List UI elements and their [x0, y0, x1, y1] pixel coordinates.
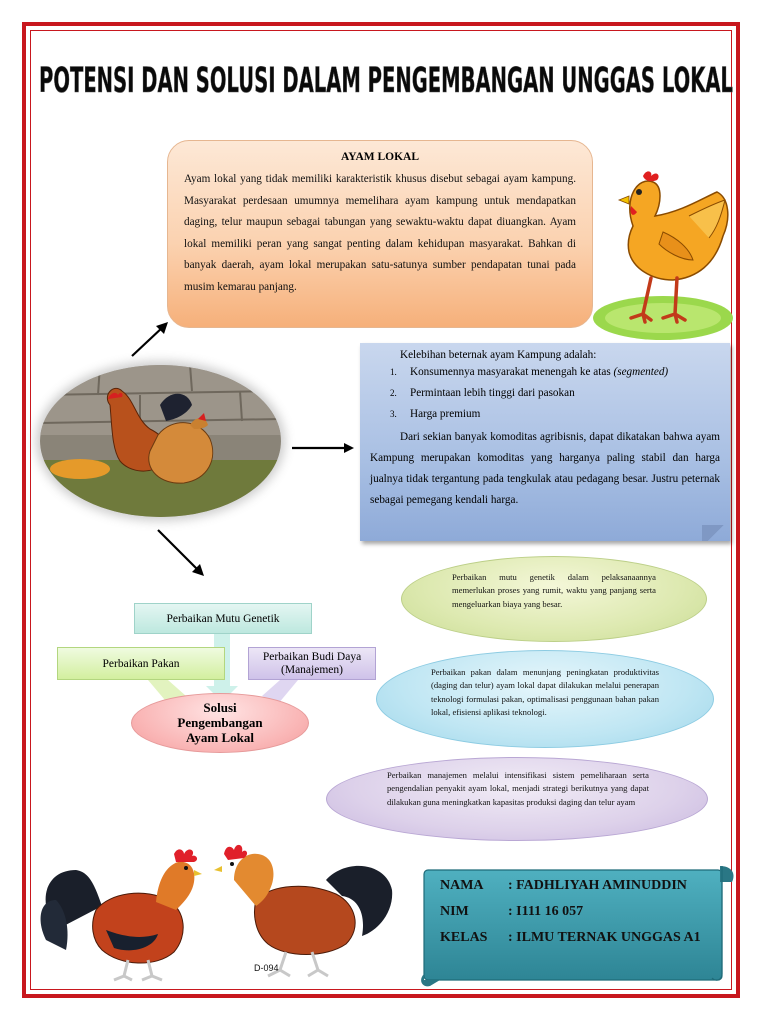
kelebihan-list: [370, 364, 720, 423]
note-pakan: Perbaikan pakan dalam menunjang peningkatan produktivitas (daging dan telur) ayam lokal dapat dilakukan melalui penerapan teknologi formulasi pakan, optimalisasi penggunaan bahan pakan lokal, efisiensi aplikasi teknologi.: [376, 650, 714, 748]
kelas-label: KELAS: [440, 930, 488, 945]
arrow-up-right: [128, 318, 172, 360]
nim-value: : I111 16 057: [508, 904, 584, 919]
box-perbaikan-pakan: Perbaikan Pakan: [57, 647, 225, 680]
ayam-lokal-text: Ayam lokal yang tidak memiliki karakteristik khusus disebut sebagai ayam kampung. Masyarakat perdesaan umumnya memelihara ayam kampung untuk mendapatkan daging, telur maupun sebagai tabungan yang sewaktu-waktu dapat diuangkan. Ayam lokal memiliki peran yang sangat penting dalam kehidupan masyarakat. Bahkan di banyak daerah, ayam lokal merupakan satu-satunya sumber pendapatan tunai pada musim kemarau panjang.: [184, 173, 576, 293]
kelebihan-item-1: 1. Konsumennya masyarakat menengah ke atas (segmented): [390, 366, 669, 378]
nama-value: : FADHLIYAH AMINUDDIN: [508, 878, 687, 893]
ayam-lokal-heading: AYAM LOKAL: [340, 151, 420, 163]
box-perbaikan-budi-daya: Perbaikan Budi Daya (Manajemen): [248, 647, 376, 680]
roosters-illustration: [36, 840, 396, 990]
kelebihan-paragraph: Dari sekian banyak komoditas agribisnis, dapat dikatakan bahwa ayam Kampung merupakan komoditas yang harganya paling stabil dan harga jualnya tidak tergantung pada tengkulak atau pedagang besar. Justru peternak sebagai pemegang kendali harga.: [370, 431, 720, 506]
note-manajemen: Perbaikan manajemen melalui intensifikasi sistem pemeliharaan serta pengendalian penyakit ayam lokal, menjadi strategi berikutnya yang dapat dilakukan guna meningkatkan kapasitas produksi daging dan telur ayam: [326, 757, 708, 841]
nama-label: NAMA: [440, 878, 484, 893]
hen-illustration: [593, 168, 733, 340]
arrow-right: [290, 440, 356, 456]
identity-nim-row: [440, 904, 701, 930]
solusi-label: Solusi Pengembangan Ayam Lokal: [177, 700, 263, 745]
arrow-down-right: [154, 526, 208, 578]
identity-nama-row: [440, 878, 701, 904]
kelebihan-item-2: 2. Permintaan lebih tinggi dari pasokan: [390, 387, 575, 399]
note-genetik: Perbaikan mutu genetik dalam pelaksanaannya memerlukan proses yang rumit, waktu yang panjang serta mengeluarkan biaya yang besar.: [401, 556, 707, 642]
kelebihan-item-3: 3. Harga premium: [390, 408, 481, 420]
kelas-value: : ILMU TERNAK UNGGAS A1: [508, 930, 701, 945]
ayam-lokal-box: [167, 140, 593, 328]
kelebihan-box: [360, 343, 730, 541]
poster-title-text: POTENSI DAN SOLUSI DALAM PENGEMBANGAN UNGGAS LOKAL: [39, 61, 733, 101]
nim-label: NIM: [440, 904, 469, 919]
poster-code: D-094: [254, 963, 279, 973]
identity-kelas-row: [440, 930, 701, 956]
chickens-photo: [40, 365, 281, 517]
box-perbaikan-mutu-genetik: Perbaikan Mutu Genetik: [134, 603, 312, 634]
identity-block: [440, 878, 701, 956]
poster-title: [36, 32, 736, 112]
solusi-pengembangan-ellipse: [131, 693, 309, 753]
page-fold-corner: [702, 525, 730, 541]
kelebihan-intro: Kelebihan beternak ayam Kampung adalah:: [400, 349, 597, 361]
